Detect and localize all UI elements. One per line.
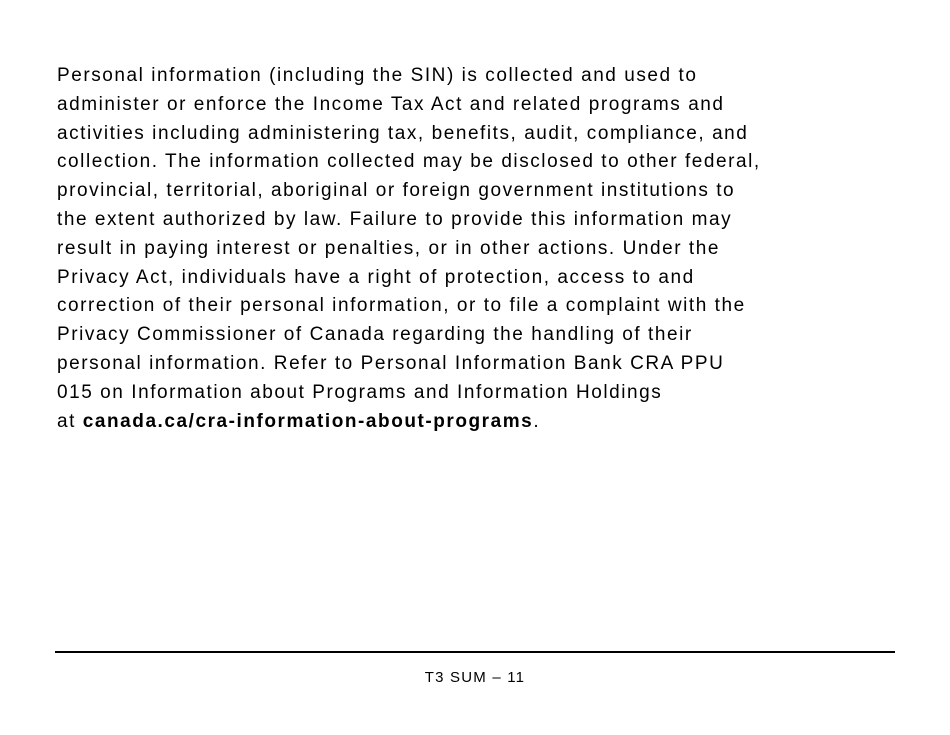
text-line: administer or enforce the Income Tax Act and related programs and	[57, 93, 725, 115]
link-suffix: .	[533, 410, 541, 432]
text-line: activities including administering tax, benefits, audit, compliance, and	[57, 122, 749, 144]
text-line: Personal information (including the SIN) is collected and used to	[57, 65, 698, 86]
text-line: the extent authorized by law. Failure to provide this information may	[57, 208, 733, 230]
text-line: result in paying interest or penalties, or in other actions. Under the	[57, 237, 720, 259]
cra-programs-link[interactable]: canada.ca/cra-information-about-programs	[82, 410, 534, 432]
text-line: collection. The information collected may be disclosed to other federal,	[57, 151, 761, 173]
text-line: 015 on Information about Programs and Information Holdings	[57, 381, 663, 403]
link-prefix: at	[57, 410, 83, 432]
text-line: Privacy Commissioner of Canada regarding the handling of their	[57, 324, 693, 346]
text-line: Privacy Act, individuals have a right of protection, access to and	[57, 266, 695, 288]
text-line: provincial, territorial, aboriginal or foreign government institutions to	[57, 180, 736, 202]
text-line: correction of their personal information, or to file a complaint with the	[57, 295, 746, 317]
page-footer-label: T3 SUM – 11	[424, 669, 526, 686]
text-line-last	[57, 408, 761, 437]
text-line: personal information. Refer to Personal Information Bank CRA PPU	[57, 352, 725, 374]
footer-divider	[55, 651, 895, 653]
privacy-notice-paragraph	[57, 62, 761, 436]
